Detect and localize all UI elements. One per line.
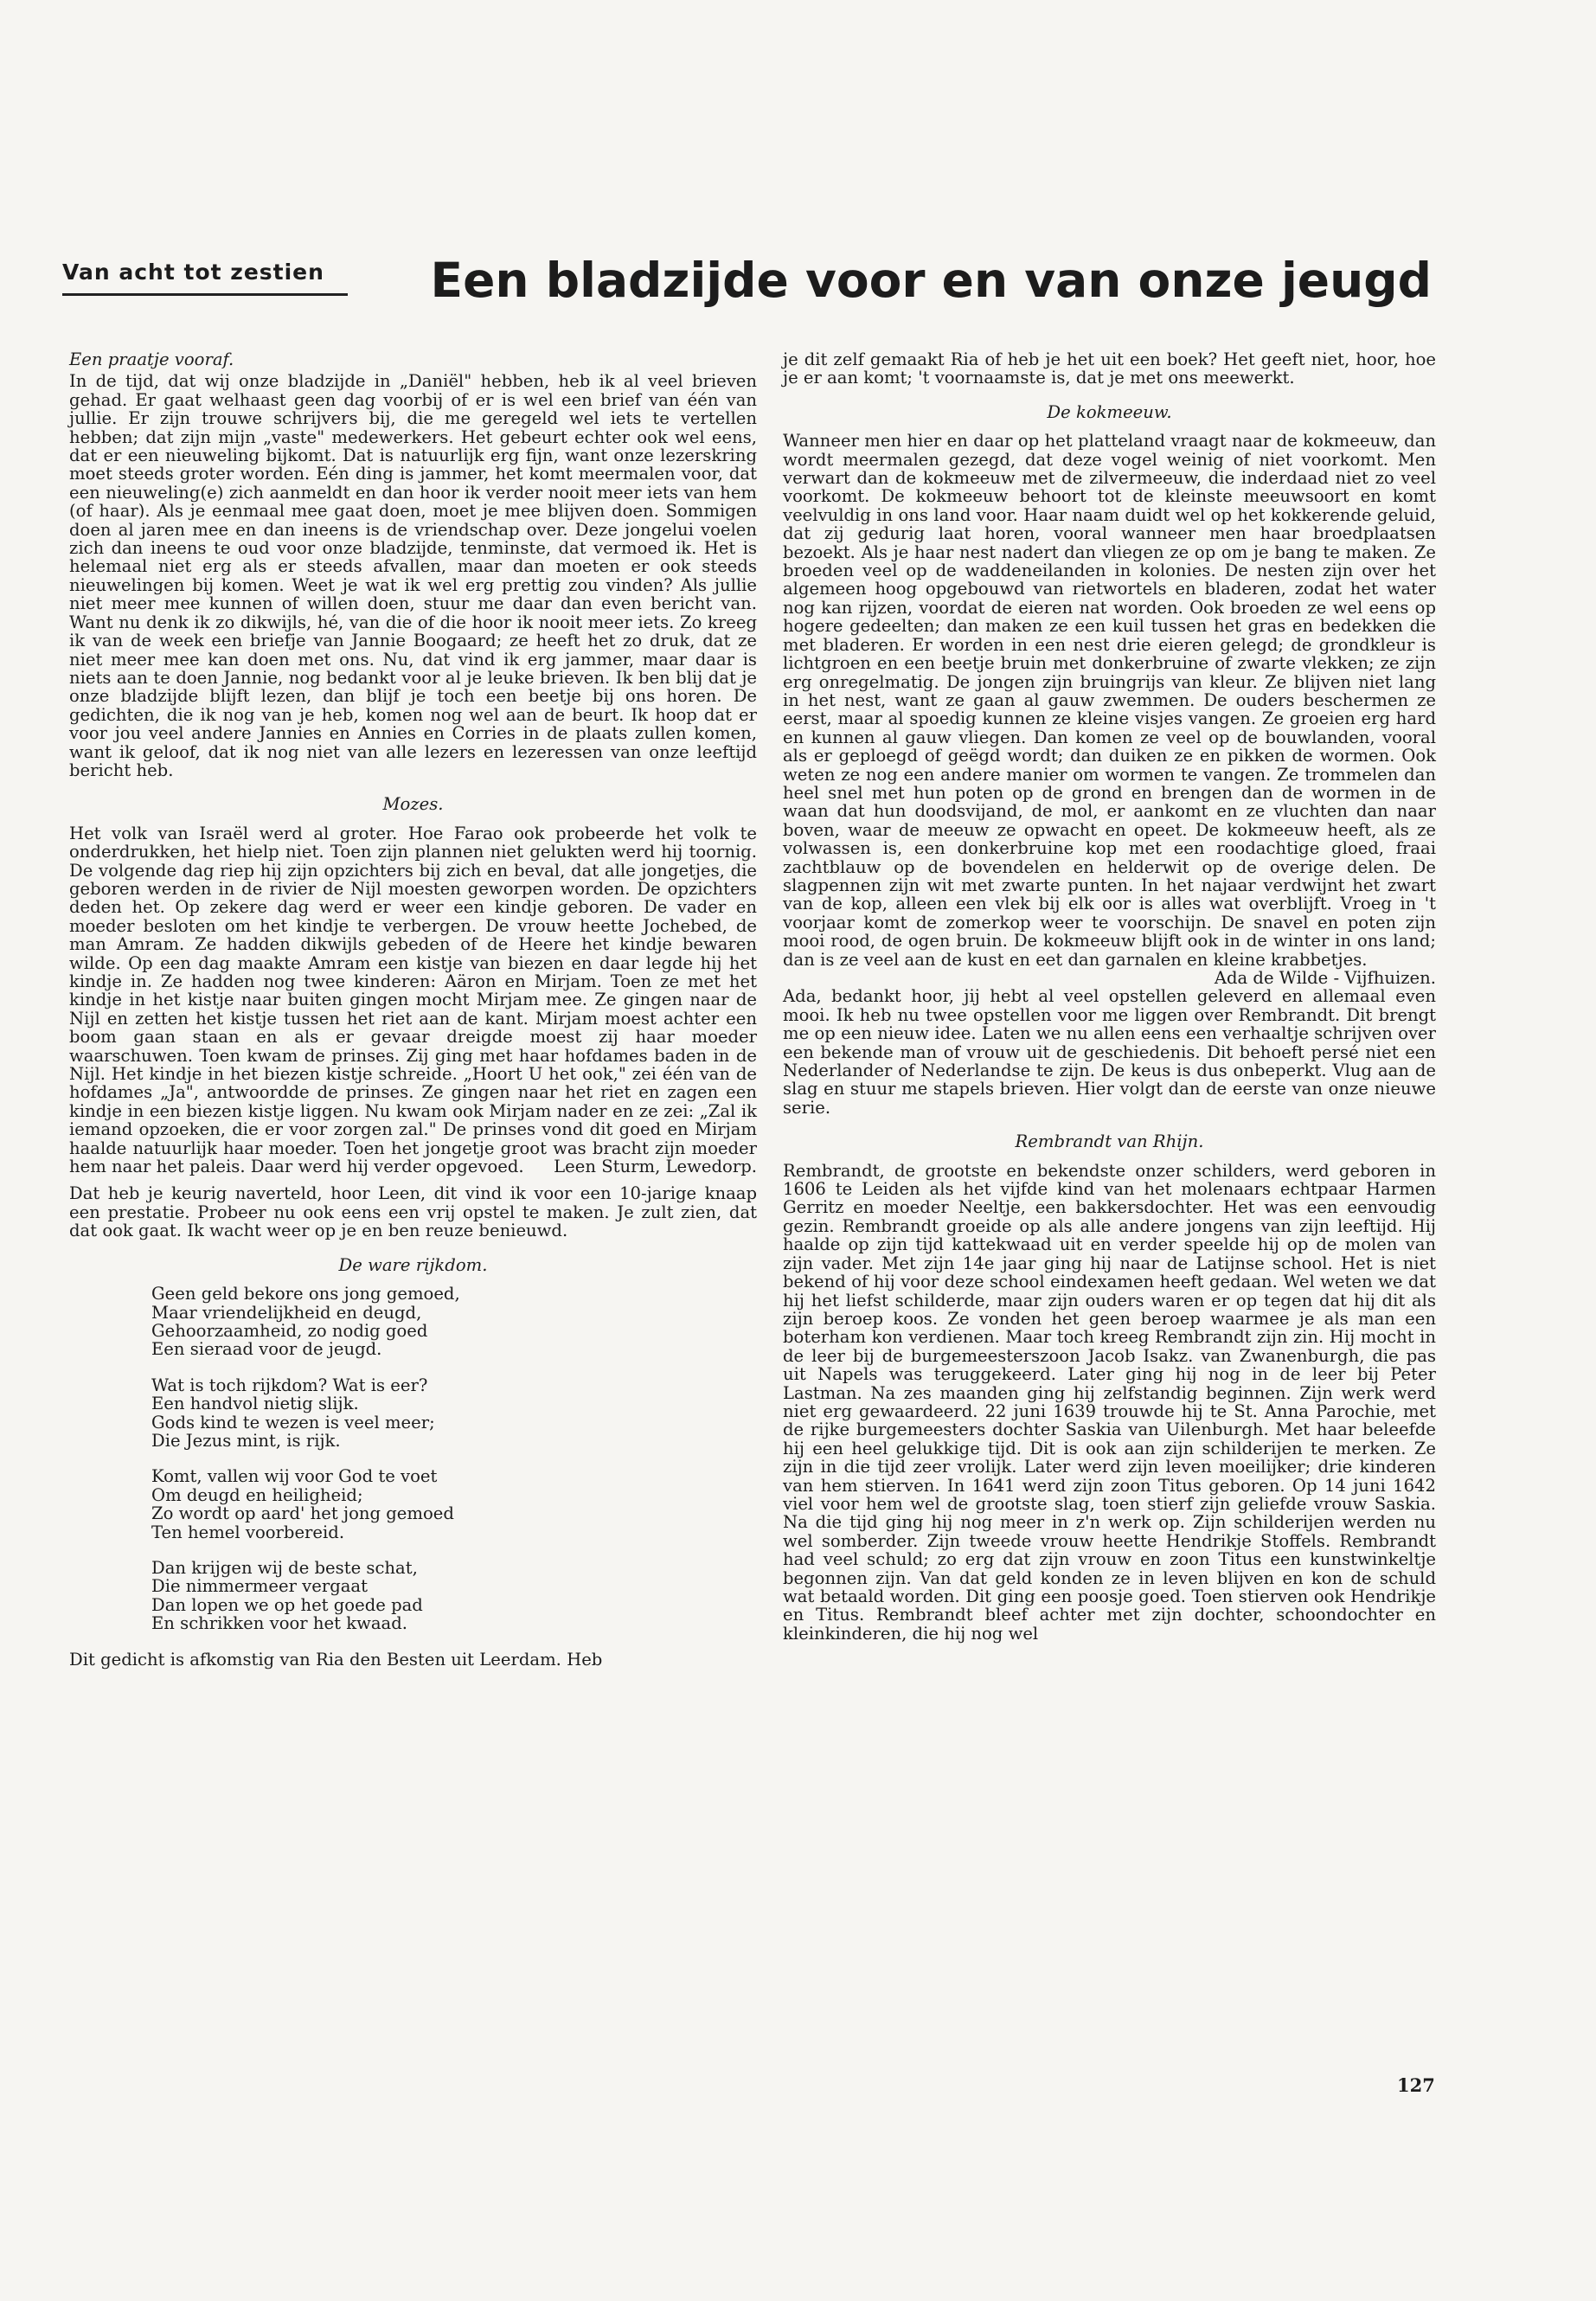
poem-line: Geen geld bekore ons jong gemoed,: [151, 1284, 460, 1304]
poem-title: De ware rijkdom.: [338, 1254, 488, 1275]
poem-stanza: [151, 1285, 757, 1359]
poem-line: Ten hemel voorbereid.: [151, 1522, 345, 1542]
rembrandt-body: Rembrandt, de grootste en bekendste onzer schilders, werd geboren in 1606 te Leiden als het vijfde kind van het molenaars echtpaar Harmen Gerritz en moeder Neeltje, een bakkersdochter. Het was een eenvoudig gezin. Rembrandt groeide op als alle andere jongens van zijn leeftijd. Hij haalde op zijn tijd kattekwaad uit en verder speelde hij op de molen van zijn vader. Met zijn 14e jaar ging hij naar de Latijnse school. Het is niet bekend of hij voor deze school eindexamen heeft gedaan. Wel weten we dat hij het liefst schilderde, maar zijn ouders waren er op tegen dat hij dit als zijn beroep koos. Ze vonden het geen beroep waarmee je als man een boterham kon verdienen. Maar toch kreeg Rembrandt zijn zin. Hij mocht in de leer bij de burgemeesterszoon Jacob Isakz. van Zwanenburgh, die pas uit Napels was teruggekeerd. Later ging hij nog in de leer bij Peter Lastman. Na zes maanden ging hij zelfstandig beginnen. Zijn werk werd niet erg gewaardeerd. 22 juni 1639 trouwde hij te St. Anna Parochie, met de rijke burgemeesters dochter Saskia van Uilenburgh. Met haar beleefde hij een heel gelukkige tijd. Dit is ook aan zijn schilderijen te merken. Ze zijn in die tijd zeer vrolijk. Later werd zijn leven moeilijker; drie kinderen van hem stierven. In 1641 werd zijn zoon Titus geboren. Op 14 juni 1642 viel voor hem wel de grootste slag, toen stierf zijn geliefde vrouw Saskia. Na die tijd ging hij nog meer in z'n werk op. Zijn schilderijen werden nu wel somberder. Zijn tweede vrouw heette Hendrikje Stoffels. Rembrandt had veel schuld; zo erg dat zijn vrouw en zoon Titus een kunstwinkeltje begonnen zijn. Van dat geld konden ze in leven blijven en kon de schuld wat betaald worden. Dit ging een poosje goed. Toen stierven ook Hendrikje en Titus. Rembrandt bleef achter met zijn dochter, schoondochter en kleinkinderen, die hij nog wel: [783, 1160, 1436, 1644]
poem-line: Zo wordt op aard' het jong gemoed: [151, 1503, 454, 1524]
mozes-reply: Dat heb je keurig naverteld, hoor Leen, dit vind ik voor een 10-jarige knaap een prestatie. Probeer nu ook eens een vrij opstel te maken. Je zult zien, dat dat ook gaat. Ik wacht weer op je en ben reuze benieuwd.: [69, 1183, 757, 1241]
right-column: [783, 350, 1436, 1651]
poem-line: Gods kind te wezen is veel meer;: [151, 1412, 435, 1433]
mozes-text: Het volk van Israël werd al groter. Hoe Farao ook probeerde het volk te onderdrukken, het hielp niet. Toen zijn plannen niet gelukten werd hij toornig. De volgende dag riep hij zijn opzichters bij zich en beval, dat alle jongetjes, die geboren werden in de rivier de Nijl moesten geworpen worden. De opzichters deden het. Op zekere dag werd er weer een kindje geboren. De vader en moeder besloten om het kindje te verbergen. De vrouw heette Jochebed, de man Amram. Ze hadden dikwijls gebeden of de Heere het kindje bewaren wilde. Op een dag maakte Amram een kistje van biezen en daar legde hij het kindje in. Ze hadden nog twee kinderen: Aäron en Mirjam. Toen ze met het kindje in het kistje naar buiten gingen mocht Mirjam mee. Ze gingen naar de Nijl en zetten het kistje tussen het riet aan de kant. Mirjam moest achter een boom gaan staan en als er gevaar dreigde moest zij haar moeder waarschuwen. Toen kwam de prinses. Zij ging met haar hofdames baden in de Nijl. Het kindje in het biezen kistje schreide. „Hoort U het ook," zei één van de hofdames „Ja", antwoordde de prinses. Ze gingen naar het riet en zagen een kindje in een biezen kistje liggen. Nu kwam ook Mirjam nader en ze zei: „Zal ik iemand opzoeken, die er voor zorgen zal." De prinses vond dit goed en Mirjam haalde natuurlijk haar moeder. Toen het jongetje groot was bracht zijn moeder hem naar het paleis. Daar werd hij verder opgevoed.: [69, 823, 757, 1177]
poem-line: Die nimmermeer vergaat: [151, 1576, 368, 1597]
poem-line: Maar vriendelijkheid en deugd,: [151, 1302, 422, 1323]
poem-line: Om deugd en heiligheid;: [151, 1484, 363, 1505]
page-headline: Een bladzijde voor en van onze jeugd: [430, 253, 1432, 308]
poem-line: Dan lopen we op het goede pad: [151, 1594, 423, 1615]
kokmeeuw-reply: Ada, bedankt hoor, jij hebt al veel opstellen geleverd en allemaal even mooi. Ik heb nu twee opstellen voor me liggen over Rembrandt. Dit brengt me op een nieuw idee. Laten we nu allen eens een verhaaltje schrijven over een bekende man of vrouw uit de geschiedenis. Dit behoeft persé niet een Nederlander of Nederlandse te zijn. De keus is dus onbeperkt. Vlug aan de slag en stuur me stapels brieven. Hier volgt dan de eerste van onze nieuwe serie.: [783, 986, 1436, 1118]
poem-stanza: [151, 1376, 757, 1451]
poem-footer: Dit gedicht is afkomstig van Ria den Besten uit Leerdam. Heb: [69, 1649, 603, 1670]
kokmeeuw-body: [783, 431, 1436, 988]
intro-body: In de tijd, dat wij onze bladzijde in „Daniël" hebben, heb ik al veel brieven gehad. Er gaat welhaast geen dag voorbij of er is wel een brief van één van jullie. Er zijn trouwe schrijvers bij, die me geregeld wel iets te vertellen hebben; dat zijn mijn „vaste" medewerkers. Het gebeurt echter ook wel eens, dat er een nieuweling bijkomt. Dat is natuurlijk erg fijn, want onze lezerskring moet steeds groter worden. Eén ding is jammer, het komt meermalen voor, dat een nieuweling(e) zich aanmeldt en dan hoor ik verder nooit meer iets van hem (of haar). Als je eenmaal mee gaat doen, moet je mee blijven doen. Sommigen doen al jaren mee en dan ineens is de vriendschap over. Deze jongelui voelen zich dan ineens te oud voor onze bladzijde, tenminste, dat vermoed ik. Het is helemaal niet erg als er steeds afvallen, maar dan moeten er ook steeds nieuwelingen bij komen. Weet je wat ik wel erg prettig zou vinden? Als jullie niet meer mee kunnen of willen doen, stuur me daar dan even bericht van. Want nu denk ik zo dikwijls, hé, van die of die hoor ik nooit meer iets. Zo kreeg ik van de week een briefje van Jannie Boogaard; ze heeft het zo druk, dat ze niet meer mee kan doen met ons. Nu, dat vind ik erg jammer, maar daar is niets aan te doen Jannie, nog bedankt voor al je leuke brieven. Ik ben blij dat je onze bladzijde blijft lezen, dan blijf je toch een beetje bij ons horen. De gedichten, die ik nog van je heb, komen nog wel aan de beurt. Ik hoop dat er voor jou veel andere Jannies en Annies en Corries in de plaats zullen komen, want ik geloof, dat ik nog niet van alle lezers en lezeressen van onze leeftijd bericht heb.: [69, 371, 757, 780]
poem-line: En schrikken voor het kwaad.: [151, 1613, 407, 1634]
kokmeeuw-title: De kokmeeuw.: [1047, 401, 1172, 422]
poem: [151, 1285, 757, 1633]
mozes-body: [69, 824, 757, 1176]
kokmeeuw-signature: Ada de Wilde - Vijfhuizen.: [1214, 968, 1436, 988]
kokmeeuw-text: Wanneer men hier en daar op het platteland vraagt naar de kokmeeuw, dan wordt meermalen gezegd, dat deze vogel weinig of niet voorkomt. Men verwart dan de kokmeeuw met de zilvermeeuw, die inderdaad niet zo veel voorkomt. De kokmeeuw behoort tot de kleinste meeuwsoort en komt veelvuldig in ons land voor. Haar naam duidt wel op het kokkerende geluid, dat zij gedurig laat horen, vooral wanneer men haar broedplaatsen bezoekt. Als je haar nest nadert dan vliegen ze op om je bang te maken. Ze broeden veel op de waddeneilanden in kolonies. De nesten zijn over het algemeen hoog opgebouwd van rietwortels en bladeren, zodat het water nog kan rijzen, voordat de eieren nat worden. Ook broeden ze wel eens op hogere gedeelten; dan maken ze een kuil tussen het gras en bedekken die met bladeren. Er worden in een nest drie eieren gelegd; de grondkleur is lichtgroen en een beetje bruin met donkerbruine of zwarte vlekken; ze zijn erg onregelmatig. De jongen zijn bruingrijs van kleur. Ze blijven niet lang in het nest, want ze gaan al gauw zwemmen. De ouders beschermen ze eerst, maar al spoedig kunnen ze kleine visjes vangen. Ze groeien erg hard en kunnen al gauw vliegen. Dan komen ze veel op de bouwlanden, vooral als er geploegd of geëgd wordt; dan duiken ze en pikken de wormen. Ook weten ze nog een andere manier om wormen te vangen. Ze trommelen dan heel snel met hun poten op de grond en brengen dan de wormen in de waan dat hun doodsvijand, de mol, er aankomt en ze vluchten dan naar boven, waar de meeuw ze opwacht en opeet. De kokmeeuw heeft, als ze volwassen is, een donkerbruine kop met een roodachtige gloed, fraai zachtblauw op de bovendelen en helderwit op de overige delen. De slagpennen zijn wit met zwarte punten. In het najaar verdwijnt het zwart van de kop, alleen een vlek bij elk oor is alles wat overblijft. Vroeg in 't voorjaar komt de zomerkop weer te voorschijn. De snavel en poten zijn mooi rood, de ogen bruin. De kokmeeuw blijft ook in de winter in ons land; dan is ze veel aan de kust en eet dan garnalen en kleine krabbetjes.: [783, 431, 1436, 970]
left-column: [69, 350, 757, 1677]
rembrandt-title: Rembrandt van Rhijn.: [1015, 1131, 1204, 1152]
poem-line: Komt, vallen wij voor God te voet: [151, 1466, 438, 1487]
poem-line: Wat is toch rijkdom? Wat is eer?: [151, 1375, 428, 1395]
poem-line: Een handvol nietig slijk.: [151, 1394, 359, 1414]
poem-stanza: [151, 1559, 757, 1633]
poem-line: Die Jezus mint, is rijk.: [151, 1430, 341, 1451]
poem-stanza: [151, 1467, 757, 1541]
poem-line: Een sieraad voor de jeugd.: [151, 1339, 382, 1360]
poem-line: Dan krijgen wij de beste schat,: [151, 1557, 418, 1578]
mozes-title: Mozes.: [382, 794, 444, 815]
mozes-signature: Leen Sturm, Lewedorp.: [554, 1157, 757, 1177]
page-number: 127: [1397, 2074, 1435, 2096]
poem-footer-continued: je dit zelf gemaakt Ria of heb je het uit een boek? Het geeft niet, hoor, hoe je er aan komt; 't voornaamste is, dat je met ons meewerkt.: [783, 349, 1436, 388]
section-kicker: Van acht tot zestien: [62, 260, 348, 296]
intro-title: Een praatje vooraf.: [69, 349, 234, 369]
poem-line: Gehoorzaamheid, zo nodig goed: [151, 1320, 428, 1341]
